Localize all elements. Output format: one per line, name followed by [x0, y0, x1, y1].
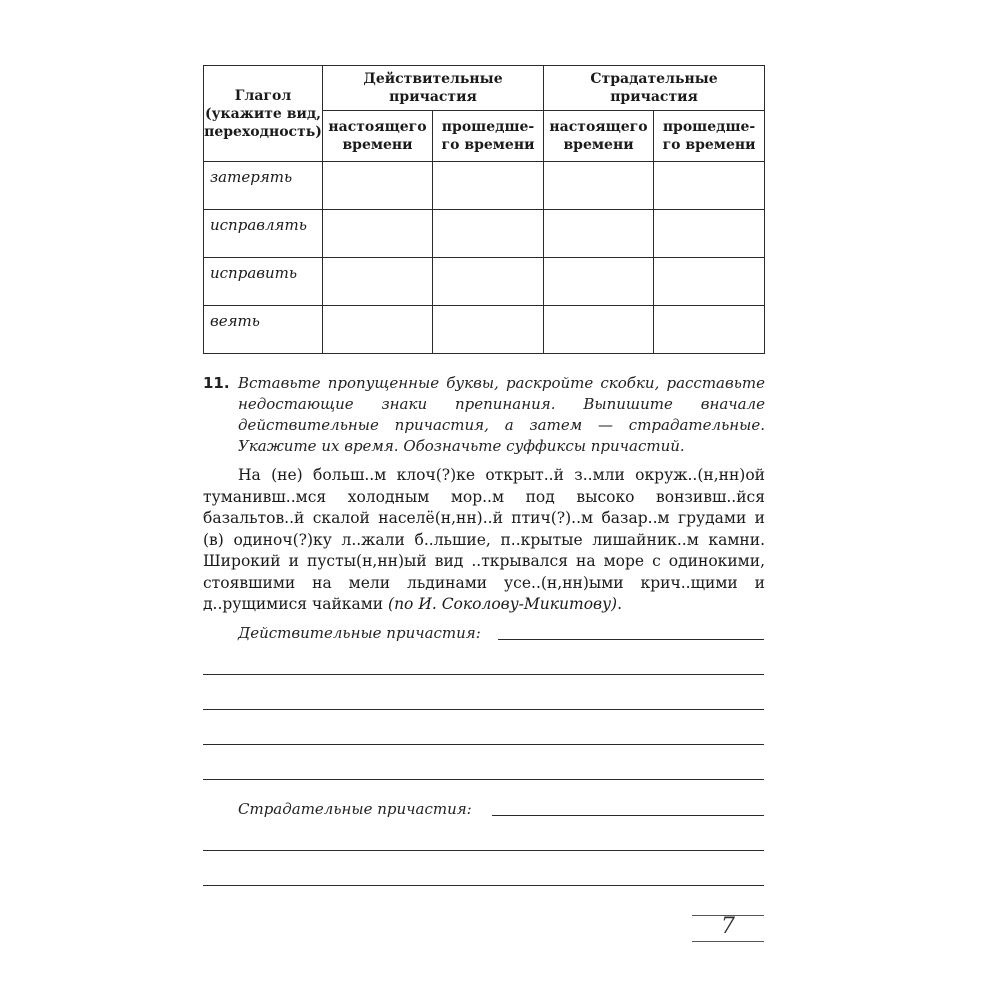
verb-cell: веять	[204, 306, 323, 354]
verb-cell: исправить	[204, 258, 323, 306]
answer-cell[interactable]	[544, 306, 654, 354]
verb-cell: затерять	[204, 162, 323, 210]
table-row	[204, 162, 765, 210]
subheader-active-present: настоящего времени	[323, 111, 433, 162]
answer-line[interactable]	[492, 815, 764, 816]
answer-cell[interactable]	[433, 162, 544, 210]
answer-line[interactable]	[203, 779, 764, 780]
answer-cell[interactable]	[544, 210, 654, 258]
answer-line[interactable]	[203, 850, 764, 851]
answer-line[interactable]	[498, 639, 764, 640]
answer-cell[interactable]	[323, 306, 433, 354]
page-number-rule-bottom	[692, 941, 764, 942]
exercise-number: 11.	[203, 374, 230, 392]
answer-cell[interactable]	[433, 210, 544, 258]
answer-cell[interactable]	[544, 258, 654, 306]
subheader-active-past: прошедше-го времени	[433, 111, 544, 162]
header-active-participles: Действительные причастия	[323, 66, 544, 111]
passage-end: .	[617, 595, 623, 613]
answer-line[interactable]	[203, 709, 764, 710]
subheader-passive-present: настоящего времени	[544, 111, 654, 162]
exercise-text	[203, 465, 765, 616]
passage-text: На (не) больш..м клоч(?)ке открыт..й з..мли окруж..(н,нн)ой туманивш..мся холодным мор..м под высоко вонзивш..йся базальтов..й скалой населё(н,нн)..й птич(?)..м базар..м грудами и (в) одиноч(?)ку л..жали б..льшие, п..крытые лишайник..м камни. Широкий и пусты(н,нн)ый вид ..ткрывался на море с одинокими, стоявшими на мели льдинами усе..(н,нн)ыми крич..щими и д..рущимися чайками	[203, 466, 765, 613]
answer-line[interactable]	[203, 885, 764, 886]
task-text: Вставьте пропущенные буквы, раскройте скобки, расставьте недостающие знаки препинания. Выпишите вначале действительные причастия, а затем — страдательные. Укажите их время. Обозначьте суффиксы причастий.	[238, 374, 765, 455]
exercise-task	[203, 373, 765, 457]
answer-line[interactable]	[203, 744, 764, 745]
table-row	[204, 258, 765, 306]
page-number: 7	[721, 914, 735, 939]
answer-cell[interactable]	[323, 162, 433, 210]
header-passive-participles: Страдательные причастия	[544, 66, 765, 111]
passive-participles-label: Страдательные причастия:	[238, 800, 472, 818]
answer-line[interactable]	[203, 674, 764, 675]
answer-cell[interactable]	[654, 258, 765, 306]
active-participles-label: Действительные причастия:	[238, 624, 481, 642]
exercise-11	[203, 373, 765, 616]
verb-cell: исправлять	[204, 210, 323, 258]
answer-cell[interactable]	[433, 258, 544, 306]
answer-cell[interactable]	[323, 210, 433, 258]
table-row	[204, 306, 765, 354]
table-row	[204, 210, 765, 258]
answer-cell[interactable]	[323, 258, 433, 306]
subheader-passive-past: прошедше-го времени	[654, 111, 765, 162]
answer-cell[interactable]	[654, 306, 765, 354]
answer-cell[interactable]	[433, 306, 544, 354]
participles-table	[203, 65, 765, 354]
answer-cell[interactable]	[654, 162, 765, 210]
passage-source: (по И. Соколову-Микитову)	[388, 595, 618, 613]
answer-cell[interactable]	[544, 162, 654, 210]
answer-cell[interactable]	[654, 210, 765, 258]
header-verb: Глагол (укажите вид, переходность)	[204, 66, 323, 162]
